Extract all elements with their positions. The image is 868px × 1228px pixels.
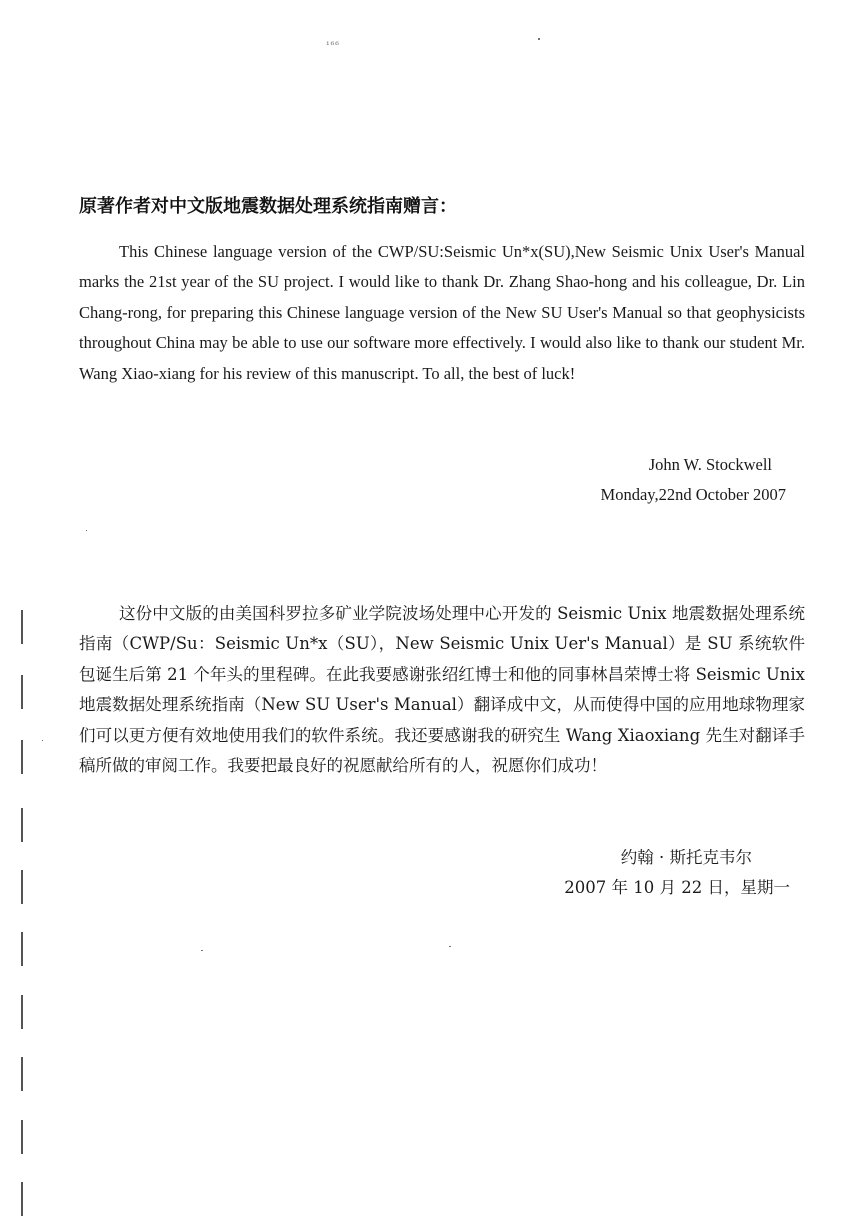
binding-tick [21, 1057, 23, 1091]
binding-tick [21, 675, 23, 709]
scan-speck [538, 38, 540, 40]
binding-edge-marks [19, 610, 25, 1220]
chinese-signature-block [520, 843, 790, 903]
page-top-mark: ₁₆₆ [326, 38, 340, 48]
english-signature-block [520, 450, 786, 510]
english-signature-name: John W. Stockwell [648, 455, 772, 474]
binding-tick [21, 995, 23, 1029]
chinese-signature-date: 2007 年 10 月 22 日，星期一 [564, 878, 790, 897]
dedication-heading: 原著作者对中文版地震数据处理系统指南赠言： [79, 196, 457, 217]
chinese-signature-name: 约翰 · 斯托克韦尔 [620, 848, 752, 867]
binding-tick [21, 870, 23, 904]
binding-tick [21, 740, 23, 774]
scan-speck [86, 530, 87, 531]
english-dedication-paragraph: This Chinese language version of the CWP/SU:Seismic Un*x(SU),New Seismic Unix User's Manual marks the 21st year of the SU project. I would like to thank Dr. Zhang Shao-hong and his colleague, Dr. Lin Chang-rong, for preparing this Chinese language version of the New SU User's Manual so that geophysicists throughout China may be able to use our software more effectively. I would also like to thank our student Mr. Wang Xiao-xiang for his review of this manuscript. To all, the best of luck! [79, 242, 805, 383]
binding-tick [21, 1120, 23, 1154]
scan-speck [42, 740, 43, 741]
scan-speck [201, 950, 203, 951]
binding-tick [21, 1182, 23, 1216]
binding-tick [21, 808, 23, 842]
binding-tick [21, 932, 23, 966]
scan-speck [449, 946, 451, 947]
english-signature-date: Monday,22nd October 2007 [600, 485, 786, 504]
chinese-dedication-paragraph: 这份中文版的由美国科罗拉多矿业学院波场处理中心开发的 Seismic Unix 地震数据处理系统指南（CWP/Su：Seismic Un*x（SU），New Seismic Unix Uer's Manual）是 SU 系统软件包诞生后第 21 个年头的里程碑。在此我要感谢张绍红博士和他的同事林昌荣博士将 Seismic Unix 地震数据处理系统指南（New SU User's Manual）翻译成中文，从而使得中国的应用地球物理家们可以更方便有效地使用我们的软件系统。我还要感谢我的研究生 Wang Xiaoxiang 先生对翻译手稿所做的审阅工作。我要把最良好的祝愿献给所有的人，祝愿你们成功！ [79, 604, 805, 776]
binding-tick [21, 610, 23, 644]
